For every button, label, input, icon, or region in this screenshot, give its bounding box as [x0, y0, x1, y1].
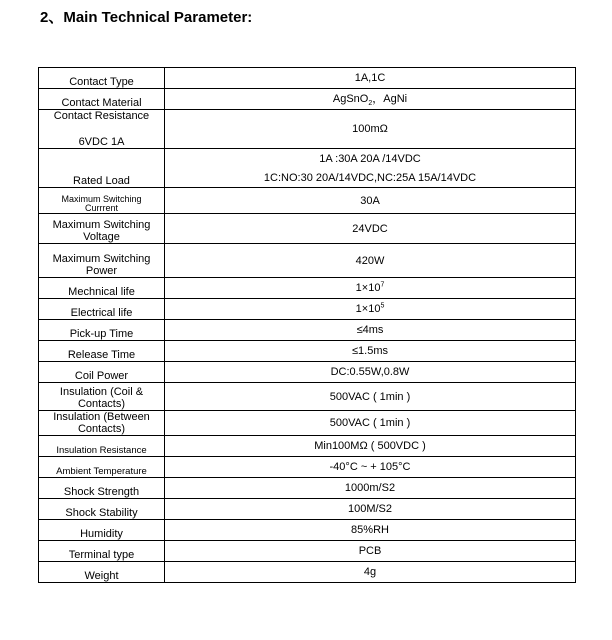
parameter-value-cell	[165, 520, 576, 541]
parameter-name-line: Insulation Resistance	[56, 445, 147, 456]
parameter-name-line: Weight	[84, 570, 119, 582]
parameter-name-line: Electrical life	[70, 307, 133, 319]
parameter-value: 85%RH	[351, 524, 389, 536]
parameter-value-cell	[165, 214, 576, 244]
parameter-name-line: Terminal type	[68, 549, 135, 561]
parameter-value: 500VAC ( 1min )	[329, 390, 411, 403]
table-row	[39, 89, 576, 110]
parameter-name-cell	[39, 436, 165, 457]
parameter-name-line: Contact Resistance	[53, 110, 150, 122]
parameter-value: 100mΩ	[352, 123, 388, 135]
parameter-value-cell	[165, 478, 576, 499]
parameter-value: 1C:NO:30 20A/14VDC,NC:25A 15A/14VDC	[263, 171, 477, 184]
table-row	[39, 299, 576, 320]
parameter-name-line: Contacts)	[77, 398, 126, 410]
parameter-name-line: Shock Stability	[65, 507, 138, 519]
parameter-name-line: Maximum Switching	[52, 219, 151, 231]
parameter-value: 1A :30A 20A /14VDC	[319, 152, 421, 165]
parameter-name-cell	[39, 362, 165, 383]
parameter-name-line: Maximum Switching	[52, 253, 151, 265]
parameter-value-cell	[165, 562, 576, 583]
parameter-name-cell	[39, 149, 165, 188]
table-row	[39, 341, 576, 362]
table-row	[39, 383, 576, 411]
parameter-name-cell	[39, 188, 165, 214]
parameter-name-cell	[39, 110, 165, 149]
table-row	[39, 520, 576, 541]
table-row	[39, 320, 576, 341]
table-row	[39, 541, 576, 562]
parameter-value: PCB	[358, 545, 382, 557]
parameter-name-cell	[39, 478, 165, 499]
parameter-value: 30A	[360, 194, 380, 207]
table-row	[39, 149, 576, 188]
parameter-value-cell	[165, 278, 576, 299]
table-row	[39, 499, 576, 520]
parameter-value: 1000m/S2	[344, 482, 396, 494]
table-body	[39, 68, 576, 583]
parameter-name-line: Coil Power	[74, 370, 129, 382]
parameter-name-cell	[39, 520, 165, 541]
parameter-name-cell	[39, 320, 165, 341]
parameter-name-cell	[39, 541, 165, 562]
parameter-name-cell	[39, 68, 165, 89]
parameter-name-line: Voltage	[83, 231, 120, 243]
table-row	[39, 436, 576, 457]
parameter-name-cell	[39, 299, 165, 320]
parameter-value: 1A,1C	[354, 72, 386, 84]
table-row	[39, 278, 576, 299]
parameter-name-line: Contact Type	[69, 76, 134, 88]
parameter-name-cell	[39, 499, 165, 520]
parameter-value: $1\times 10^5$	[355, 302, 385, 315]
parameter-name-line: Pick-up Time	[69, 328, 134, 340]
parameter-name-cell	[39, 278, 165, 299]
parameter-value: $1\times 10^7$	[355, 281, 385, 294]
parameter-name-line: Mechnical life	[68, 286, 135, 298]
parameter-value-cell	[165, 541, 576, 562]
parameter-name-cell	[39, 383, 165, 411]
table-row	[39, 411, 576, 436]
parameter-value-cell	[165, 362, 576, 383]
parameter-value-cell	[165, 110, 576, 149]
parameter-value: -40°C ~ + 105°C	[329, 461, 411, 473]
table-row	[39, 244, 576, 278]
parameter-value: 24VDC	[352, 222, 388, 235]
parameter-value-cell	[165, 436, 576, 457]
parameter-name-line: Ambient Temperature	[56, 466, 147, 477]
parameter-name-cell	[39, 411, 165, 436]
parameter-value: 420W	[355, 254, 385, 267]
parameter-name-line: Release Time	[67, 349, 136, 361]
parameter-name-line: Insulation (Coil &	[59, 386, 144, 398]
parameter-value-cell	[165, 411, 576, 436]
parameter-name-line: Contact Material	[61, 97, 142, 109]
table-row	[39, 110, 576, 149]
parameter-value-cell	[165, 89, 576, 110]
parameter-value: ≤1.5ms	[352, 345, 388, 357]
parameter-value-cell	[165, 299, 576, 320]
parameter-name-line: 6VDC 1A	[78, 136, 125, 148]
parameter-value: 500VAC ( 1min )	[329, 417, 411, 429]
parameter-value: DC:0.55W,0.8W	[330, 366, 410, 378]
parameter-name-line: Power	[85, 265, 118, 277]
technical-parameter-table	[38, 67, 576, 583]
table-row	[39, 214, 576, 244]
section-title: 2、Main Technical Parameter:	[40, 9, 253, 26]
table-row	[39, 362, 576, 383]
parameter-name-line: Shock Strength	[63, 486, 140, 498]
parameter-name-cell	[39, 214, 165, 244]
parameter-value: AgSnO$_2$，AgNi	[332, 93, 408, 108]
parameter-value-cell	[165, 457, 576, 478]
table-row	[39, 457, 576, 478]
parameter-name-line: Currrent	[84, 203, 118, 213]
table-row	[39, 478, 576, 499]
parameter-name-line: Maximum Switching	[61, 194, 142, 204]
parameter-name-line: Rated Load	[73, 175, 130, 187]
parameter-value: 100M/S2	[347, 503, 393, 515]
parameter-name-line: Contacts)	[77, 423, 126, 435]
parameter-value-cell	[165, 320, 576, 341]
parameter-value-cell	[165, 341, 576, 362]
parameter-value-cell	[165, 188, 576, 214]
parameter-name-cell	[39, 562, 165, 583]
parameter-value-cell	[165, 499, 576, 520]
parameter-name-line: Humidity	[80, 528, 123, 540]
table-row	[39, 68, 576, 89]
parameter-value-cell	[165, 68, 576, 89]
parameter-value-cell	[165, 244, 576, 278]
table-row	[39, 188, 576, 214]
parameter-value-cell	[165, 149, 576, 188]
table-row	[39, 562, 576, 583]
parameter-value: ≤4ms	[356, 324, 384, 336]
parameter-value: Min100MΩ ( 500VDC )	[314, 440, 426, 452]
parameter-value-cell	[165, 383, 576, 411]
parameter-name-cell	[39, 457, 165, 478]
parameter-name-cell	[39, 341, 165, 362]
parameter-name-cell	[39, 244, 165, 278]
parameter-name-cell	[39, 89, 165, 110]
parameter-value: 4g	[363, 566, 377, 578]
parameter-name-line: Insulation (Between	[53, 411, 150, 423]
